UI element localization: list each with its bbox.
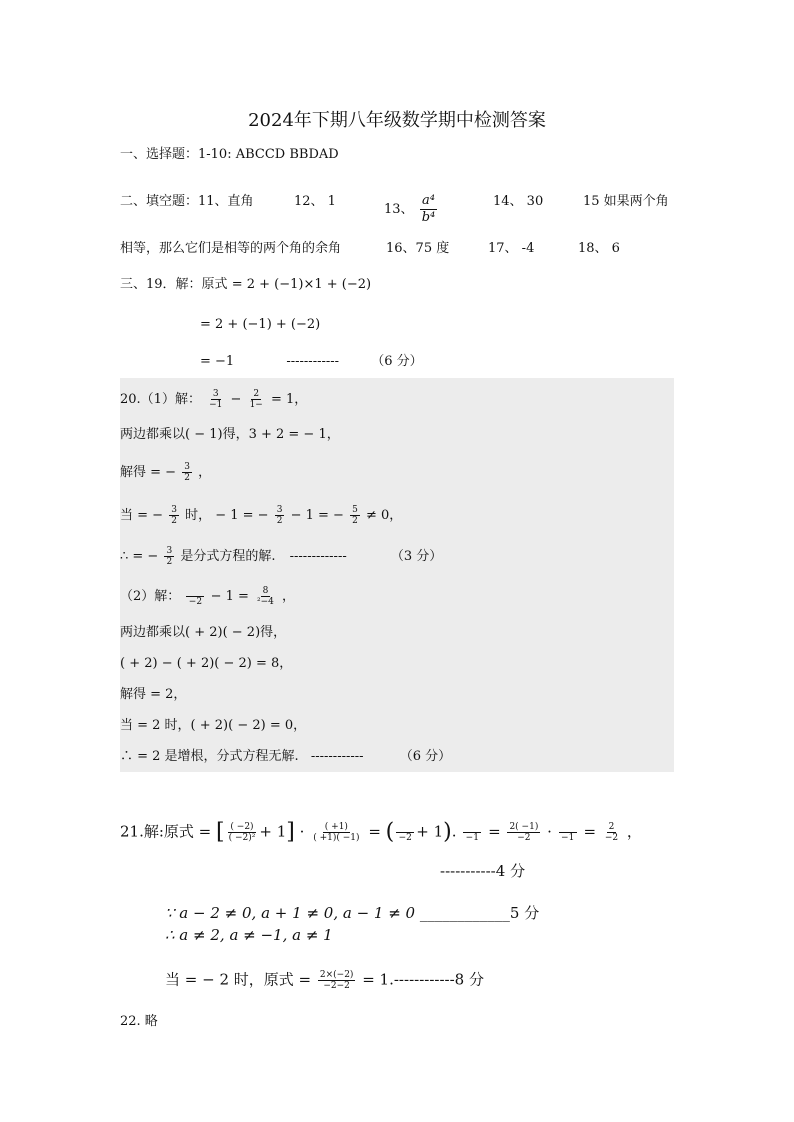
- fraction-denominator: −2: [188, 597, 203, 607]
- equals-sign: =: [488, 822, 501, 841]
- fraction-numerator: 3: [171, 505, 177, 515]
- q20-p2-line1: [120, 586, 295, 607]
- dot-operator: .: [451, 822, 457, 841]
- fill-blank-16: 16、75 度: [386, 241, 450, 256]
- q20-p1-score: （3 分）: [390, 549, 443, 564]
- fraction-numerator: [186, 586, 204, 597]
- dot-operator: ·: [547, 822, 552, 841]
- fraction-numerator: 3: [212, 389, 219, 399]
- fraction: [207, 389, 224, 410]
- text-span: + 1: [259, 822, 287, 841]
- q20-p1-line4: [120, 505, 402, 526]
- q20-p1-dash: -------------: [289, 549, 347, 564]
- q20-p1-line2: 两边都乘以( − 1)得，3 + 2 = − 1，: [120, 427, 340, 442]
- right-bracket: ]: [286, 819, 295, 845]
- q19-expr1: = 2 + (−1)×1 + (−2): [231, 277, 372, 292]
- fraction: [463, 822, 481, 843]
- text-span: ≠ 0，: [365, 508, 403, 523]
- fraction-denominator: −2−2: [323, 981, 350, 991]
- fraction: [164, 546, 174, 567]
- minus-sign: −: [230, 392, 242, 407]
- fraction-numerator: 2: [608, 822, 615, 832]
- fill-blank-17: 17、 -4: [488, 241, 535, 256]
- fraction-numerator: [463, 822, 481, 833]
- text-span: = 1.------------8 分: [362, 970, 484, 989]
- q19-label: 三、19．解：原式: [120, 277, 228, 292]
- q22-line: 22. 略: [120, 1014, 158, 1029]
- fraction-denominator: 2: [352, 516, 358, 526]
- fraction-denominator: −2: [604, 833, 619, 843]
- text-span: 解得 = −: [120, 465, 177, 480]
- q20-p2-score: （6 分）: [399, 749, 452, 764]
- q19-line1: [120, 276, 371, 294]
- q19-line2: = 2 + (−1) + (−2): [200, 317, 321, 332]
- fill-blank-14: 14、 30: [493, 194, 544, 209]
- fraction-numerator: 2( −1): [509, 822, 539, 832]
- q21-score5: ____________5 分: [419, 904, 540, 922]
- text-span: ，: [198, 465, 212, 480]
- fraction: [603, 822, 620, 843]
- q20-p1-line3: [120, 462, 211, 483]
- fraction: [255, 586, 276, 607]
- q19-result: = −1: [200, 354, 235, 369]
- fraction: [396, 822, 414, 843]
- fraction-denominator: ( +1)( −1): [313, 833, 360, 843]
- fraction-numerator: a⁴: [421, 193, 435, 208]
- fraction-numerator: 5: [352, 505, 358, 515]
- q20-p1-line5: [120, 546, 442, 567]
- fraction: [182, 462, 192, 483]
- q21-cond2: ∴ a ≠ 2, a ≠ −1, a ≠ 1: [165, 926, 333, 944]
- q21-label: 21.解:原式 =: [120, 822, 212, 841]
- page-title: 2024年下期八年级数学期中检测答案: [248, 110, 546, 131]
- q20-p2-line2: 两边都乘以( + 2)( − 2)得，: [120, 625, 287, 640]
- fraction-numerator: 3: [184, 462, 190, 472]
- fill-blank-13: [384, 193, 439, 226]
- fraction-denominator: −1: [209, 400, 223, 410]
- fraction-numerator: ( +1): [324, 822, 348, 832]
- fraction: [311, 822, 361, 843]
- text-span: ，: [282, 589, 296, 604]
- fraction-denominator: −2: [517, 833, 531, 843]
- fraction-denominator: −1: [561, 833, 575, 843]
- fraction: [507, 822, 540, 843]
- fraction-numerator: 2×(−2): [319, 970, 354, 980]
- q19-score: （6 分）: [371, 354, 423, 369]
- q20-p2-line6: [120, 748, 451, 766]
- text-span: − 1 = −: [290, 508, 344, 523]
- fill-blank-15: 15 如果两个角: [583, 194, 669, 209]
- fraction: [248, 389, 265, 410]
- text-span: ∵ a − 2 ≠ 0, a + 1 ≠ 0, a − 1 ≠ 0: [165, 904, 416, 922]
- fraction-denominator: ²−4: [257, 597, 274, 607]
- text-span: ∴ = 2 是增根，分式方程无解.: [120, 749, 299, 764]
- fraction-numerator: ( −2): [230, 822, 254, 832]
- fraction-denominator: 2: [184, 473, 190, 483]
- q19-line3: [200, 353, 423, 371]
- q20-p2-line3: ( + 2) − ( + 2)( − 2) = 8，: [120, 656, 293, 671]
- fraction: [559, 822, 577, 843]
- fraction-denominator: 2: [276, 516, 283, 526]
- q21-cond1: [165, 904, 539, 922]
- fraction-denominator: ( −2)²: [228, 833, 256, 843]
- dot-operator: ·: [299, 822, 305, 841]
- fraction-numerator: 2: [253, 389, 260, 399]
- fraction-numerator: 8: [262, 586, 269, 596]
- fraction: [350, 505, 360, 526]
- q19-dash: ------------: [286, 354, 340, 369]
- equals-sign: =: [368, 822, 381, 841]
- q20-p2-dash: ------------: [310, 749, 364, 764]
- fraction: [169, 505, 179, 526]
- text-span: 当 = −: [120, 508, 164, 523]
- q20-p2-label: （2）解：: [120, 589, 181, 604]
- fraction: [318, 970, 356, 991]
- left-bracket: [: [216, 819, 225, 845]
- fraction-numerator: [396, 822, 414, 833]
- fraction: [275, 505, 285, 526]
- left-paren: (: [385, 819, 395, 845]
- q21-score4: -----------4 分: [440, 862, 526, 880]
- fill-blank-12: 12、 1: [294, 194, 336, 209]
- fraction-numerator: [559, 822, 577, 833]
- text-span: 是分式方程的解.: [180, 549, 276, 564]
- fraction-numerator: 3: [276, 505, 283, 515]
- text-span: 时， − 1 = −: [185, 508, 269, 523]
- text-span: ，: [626, 822, 642, 841]
- equals-sign: =: [583, 822, 597, 841]
- equation-rhs: = 1，: [270, 392, 308, 407]
- fill-blank-13-label: 13、: [384, 202, 414, 217]
- q20-p2-line4: 解得 = 2，: [120, 687, 187, 702]
- fraction: [227, 822, 258, 843]
- q20-p2-line5: 当 = 2 时，( + 2)( − 2) = 0，: [120, 718, 307, 733]
- right-paren: ): [443, 819, 452, 845]
- fill-blank-11: 二、填空题：11、直角: [120, 194, 254, 209]
- fraction-denominator: 2: [171, 516, 177, 526]
- fill-blank-15-cont: 相等，那么它们是相等的两个角的余角: [120, 241, 342, 256]
- q21-line1: [120, 819, 642, 845]
- fill-blank-18: 18、 6: [578, 241, 620, 256]
- fraction-denominator: b⁴: [421, 210, 436, 225]
- fraction-denominator: −1: [465, 833, 479, 843]
- text-span: 当 = − 2 时，原式 =: [165, 970, 312, 989]
- text-span: − 1 =: [210, 589, 249, 604]
- q20-p1-line1: [120, 389, 307, 410]
- fill-blank-13-fraction: [420, 193, 438, 226]
- q20-p1-label: 20.（1）解：: [120, 392, 201, 407]
- section-multiple-choice: 一、选择题：1-10: ABCCD BBDAD: [120, 147, 339, 162]
- q21-evaluate: [165, 970, 484, 991]
- fraction-denominator: 2: [166, 557, 173, 567]
- fraction-denominator: −2: [398, 833, 412, 843]
- text-span: + 1: [416, 822, 444, 841]
- fraction-denominator: 1−: [249, 400, 263, 410]
- text-span: ∴ = −: [120, 549, 159, 564]
- fraction-numerator: 3: [166, 546, 173, 556]
- fraction: [186, 586, 204, 607]
